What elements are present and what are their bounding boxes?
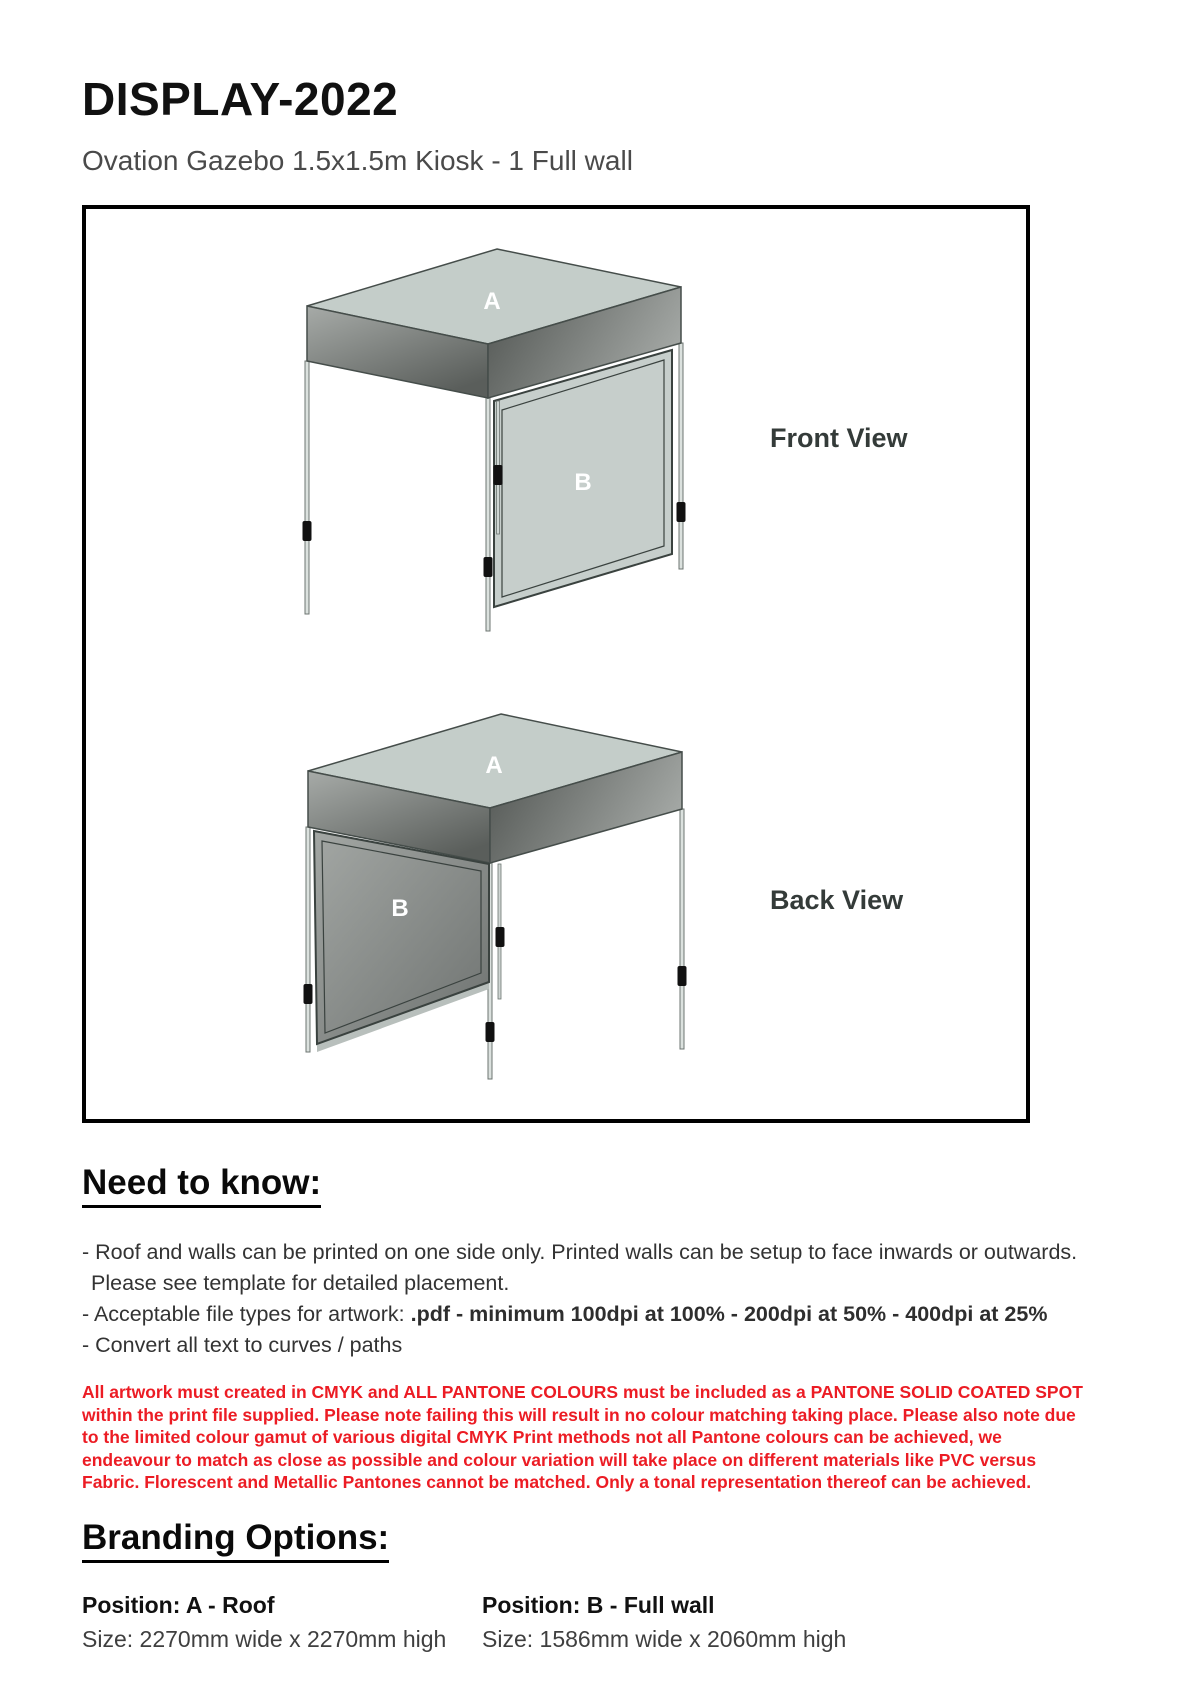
- front-right-leg: [679, 343, 683, 569]
- front-view-group: [303, 249, 909, 631]
- back-left-leg-clip: [304, 984, 313, 1004]
- back-left-leg: [306, 827, 310, 1052]
- branding-position-b: [482, 1592, 882, 1654]
- branding-options: [82, 1592, 1121, 1654]
- front-roof-label: A: [483, 288, 501, 315]
- warning-line: endeavour to match as close as possible and colour variation will take place on different materials like PVC versus: [82, 1449, 1037, 1470]
- bullet-roof-walls-line2: Please see template for detailed placement.: [91, 1271, 510, 1296]
- back-right-leg: [680, 809, 684, 1049]
- back-view-label: Back View: [770, 885, 904, 915]
- back-center-leg-clip: [486, 1022, 495, 1042]
- back-right-leg-clip: [678, 966, 687, 986]
- front-right-leg-clip: [677, 502, 686, 522]
- branding-options-heading: [82, 1517, 1121, 1563]
- page: [82, 0, 1121, 1654]
- warning-line: All artwork must created in CMYK and ALL PANTONE COLOURS must be included as a PANTONE SOLID COATED SPOT: [82, 1382, 1083, 1403]
- front-wall-edge-clip: [494, 465, 503, 485]
- front-wall-label: B: [574, 469, 592, 496]
- bullet-roof-walls-line1: - Roof and walls can be printed on one side only. Printed walls can be setup to face inwards or outwards.: [82, 1240, 1078, 1265]
- artwork-colour-warning: [82, 1381, 1127, 1494]
- bullet-file-types-specs: .pdf - minimum 100dpi at 100% - 200dpi at 50% - 400dpi at 25%: [410, 1302, 1048, 1327]
- bullet-file-types: [82, 1299, 1121, 1330]
- need-to-know-heading: [82, 1165, 1121, 1208]
- branding-position-a: [82, 1592, 482, 1654]
- front-view-label: Front View: [770, 423, 908, 453]
- branding-position-b-label: Position: B - Full wall: [482, 1591, 715, 1618]
- bullet-curves: - Convert all text to curves / paths: [82, 1333, 403, 1358]
- front-left-leg-clip: [303, 521, 312, 541]
- warning-line: to the limited colour gamut of various digital CMYK Print methods not all Pantone colours can be achieved, we: [82, 1427, 1002, 1448]
- branding-position-b-size: Size: 1586mm wide x 2060mm high: [482, 1626, 847, 1653]
- warning-line: within the print file supplied. Please note failing this will result in no colour matching taking place. Please also note due: [82, 1404, 1076, 1425]
- page-title: DISPLAY-2022: [82, 73, 399, 125]
- gazebo-diagram: [86, 209, 1026, 1119]
- branding-position-a-size: Size: 2270mm wide x 2270mm high: [82, 1626, 447, 1653]
- branding-options-heading-text: Branding Options:: [82, 1520, 389, 1563]
- front-left-leg: [305, 361, 309, 614]
- front-center-leg: [486, 398, 490, 631]
- bullet-file-types-prefix: - Acceptable file types for artwork:: [82, 1302, 411, 1327]
- page-subtitle: Ovation Gazebo 1.5x1.5m Kiosk - 1 Full wall: [82, 145, 633, 176]
- back-wall-label: B: [391, 895, 409, 922]
- branding-position-a-label: Position: A - Roof: [82, 1591, 275, 1618]
- front-center-leg-clip: [484, 557, 493, 577]
- back-wall-panel: [314, 831, 489, 1044]
- back-roof-label: A: [485, 752, 503, 779]
- back-inner-leg-clip: [496, 927, 505, 947]
- diagram-box: [82, 205, 1030, 1123]
- need-to-know-list: [82, 1237, 1121, 1361]
- back-view-group: [304, 714, 905, 1079]
- need-to-know-heading-text: Need to know:: [82, 1165, 321, 1208]
- warning-line: Fabric. Florescent and Metallic Pantones cannot be matched. Only a tonal representation thereof can be achieved.: [82, 1472, 1032, 1493]
